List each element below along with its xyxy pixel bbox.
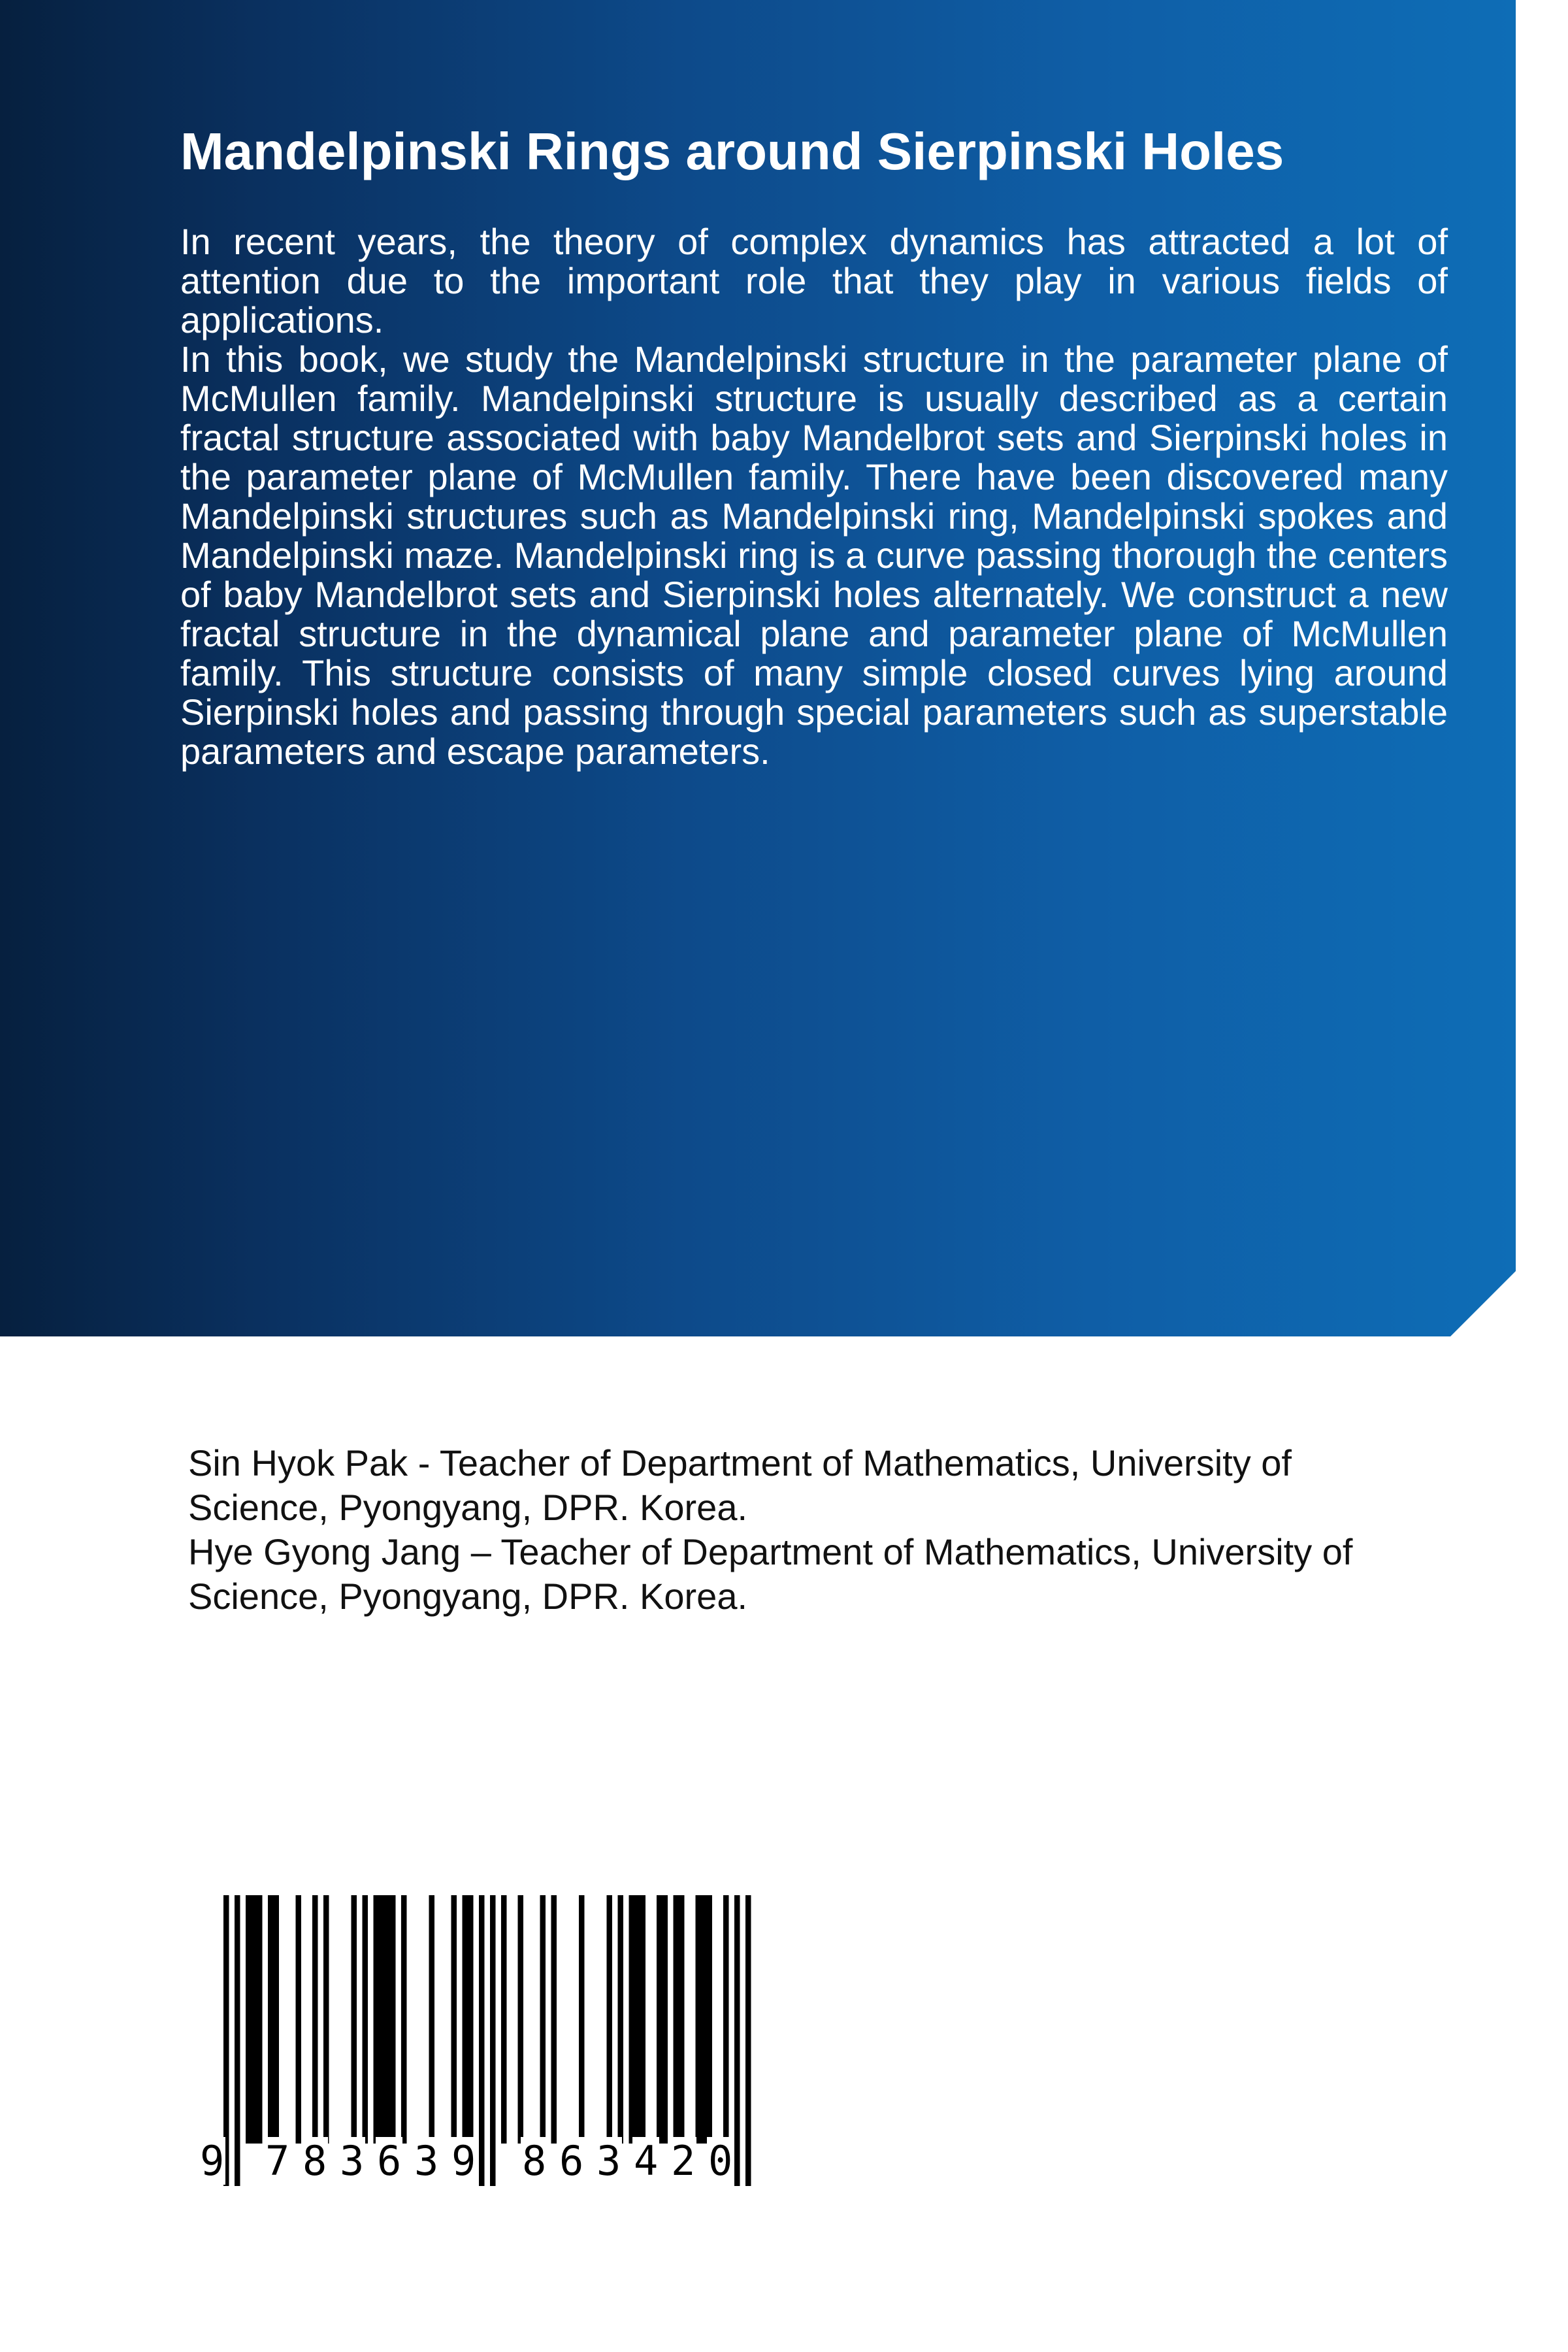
- barcode-bar: [634, 1895, 640, 2144]
- barcode-bar: [463, 1895, 468, 2144]
- barcode-bar: [640, 1895, 646, 2144]
- barcode-bar: [363, 1895, 368, 2144]
- barcode-digit: 6: [559, 2137, 584, 2185]
- barcode-digit: 6: [377, 2137, 402, 2185]
- barcode-bar: [540, 1895, 546, 2144]
- barcode-bar: [551, 1895, 557, 2144]
- barcode-number: [196, 2137, 758, 2189]
- barcode-bar: [268, 1895, 274, 2144]
- author-line: Hye Gyong Jang – Teacher of Department of Mathematics, University of Science, Pyongyang, DPR. Korea.: [188, 1531, 1353, 1617]
- barcode-bar: [252, 1895, 257, 2144]
- barcode-digit: 7: [265, 2137, 290, 2185]
- barcode-bar: [723, 1895, 729, 2144]
- barcode-digit: 8: [302, 2137, 327, 2185]
- barcode-bar: [385, 1895, 391, 2144]
- barcode-bar: [323, 1895, 329, 2144]
- barcode-bar: [707, 1895, 713, 2144]
- barcode-bar: [679, 1895, 685, 2144]
- barcode-bar: [607, 1895, 613, 2144]
- isbn-barcode: [196, 1895, 758, 2202]
- barcode-bar: [296, 1895, 302, 2144]
- barcode-bar: [451, 1895, 457, 2144]
- barcode-bar: [390, 1895, 396, 2144]
- barcode-bar: [351, 1895, 357, 2144]
- barcode-bar: [312, 1895, 318, 2144]
- barcode-bar: [701, 1895, 707, 2144]
- barcode-bar: [401, 1895, 407, 2144]
- barcode-bar: [662, 1895, 668, 2144]
- author-line: Sin Hyok Pak - Teacher of Department of Mathematics, University of Science, Pyongyang, DPR. Korea.: [188, 1442, 1292, 1528]
- barcode-digit: 9: [451, 2137, 476, 2185]
- barcode-bar: [696, 1895, 702, 2144]
- barcode-digit: 3: [414, 2137, 439, 2185]
- barcode-digit: 4: [634, 2137, 659, 2185]
- barcode-bar: [429, 1895, 435, 2144]
- description-paragraph: In recent years, the theory of complex dynamics has attracted a lot of attention due to the important role that they play in various fields of applications.: [180, 221, 1448, 340]
- barcode-digit: 8: [522, 2137, 547, 2185]
- barcode-bar: [274, 1895, 280, 2144]
- barcode-bar: [379, 1895, 385, 2144]
- barcode-bar: [674, 1895, 679, 2144]
- barcode-digit: 3: [340, 2137, 365, 2185]
- description-paragraph: In this book, we study the Mandelpinski structure in the parameter plane of McMullen family. Mandelpinski structure is usually described as a certain fractal structure associated with baby Mandelbrot sets and Sierpinski holes in the parameter plane of McMullen family. There have been discovered many Mandelpinski structures such as Mandelpinski ring, Mandelpinski spokes and Mandelpinski maze. Mandelpinski ring is a curve passing thorough the centers of baby Mandelbrot sets and Sierpinski holes alternately. We construct a new fractal structure in the dynamical plane and parameter plane of McMullen family. This structure consists of many simple closed curves lying around Sierpinski holes and passing through special parameters such as superstable parameters and escape parameters.: [180, 339, 1448, 772]
- barcode-bar: [657, 1895, 662, 2144]
- barcode-bar: [518, 1895, 524, 2144]
- book-description: [180, 222, 1448, 771]
- barcode-digit: 9: [200, 2137, 225, 2185]
- barcode-digit: 0: [708, 2137, 733, 2185]
- barcode-bar: [468, 1895, 474, 2144]
- book-title: Mandelpinski Rings around Sierpinski Holes: [180, 122, 1284, 180]
- barcode-bar: [579, 1895, 585, 2144]
- barcode-bar: [618, 1895, 624, 2144]
- author-info: [188, 1441, 1416, 1619]
- barcode-digit: 2: [671, 2137, 696, 2185]
- barcode-digit: 3: [596, 2137, 621, 2185]
- barcode-bar: [257, 1895, 263, 2144]
- barcode-bar: [629, 1895, 635, 2144]
- barcode-bar: [374, 1895, 380, 2144]
- barcode-bar: [246, 1895, 252, 2144]
- barcode-bar: [501, 1895, 507, 2144]
